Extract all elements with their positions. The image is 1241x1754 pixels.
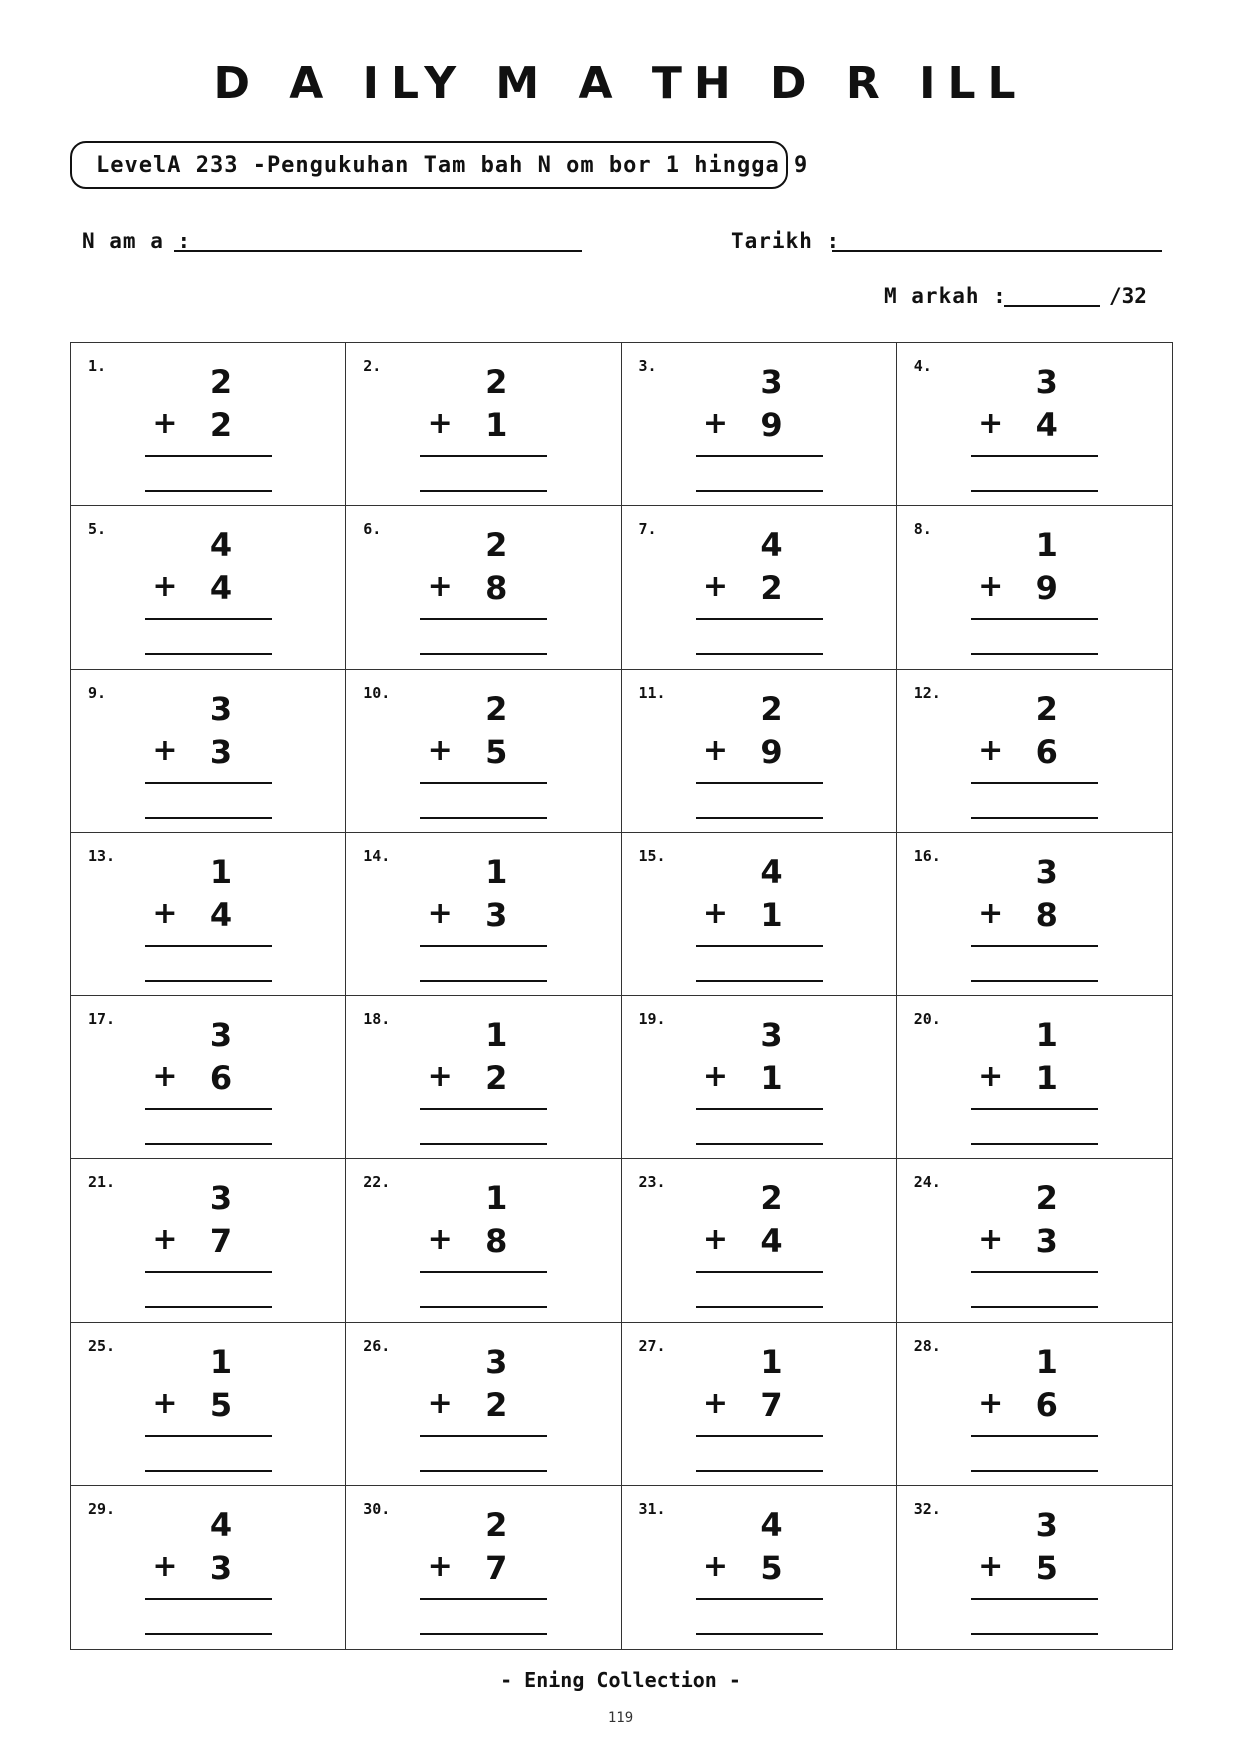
first-addend: 4 xyxy=(209,1505,233,1544)
answer-field[interactable] xyxy=(145,1470,272,1472)
problem-number: 28. xyxy=(913,1336,941,1355)
plus-sign: + xyxy=(152,732,178,768)
sum-line xyxy=(696,1435,823,1437)
problem-cell xyxy=(71,506,346,669)
second-addend: 7 xyxy=(209,1222,233,1261)
problem-number: 31. xyxy=(638,1499,666,1518)
answer-field[interactable] xyxy=(971,980,1098,982)
sum-line xyxy=(420,1271,547,1273)
problem-cell xyxy=(622,506,897,669)
problem-cell xyxy=(897,1323,1172,1486)
answer-field[interactable] xyxy=(971,1633,1098,1635)
sum-line xyxy=(696,618,823,620)
sum-line xyxy=(420,782,547,784)
problem-number: 29. xyxy=(88,1499,116,1518)
second-addend: 2 xyxy=(485,1059,508,1097)
problem-cell xyxy=(897,996,1172,1159)
problem-number: 4. xyxy=(913,357,932,375)
problem-number: 20. xyxy=(913,1010,941,1028)
plus-sign: + xyxy=(152,569,178,605)
plus-sign: + xyxy=(427,895,453,931)
problem-number: 26. xyxy=(363,1336,391,1355)
first-addend: 4 xyxy=(760,852,783,891)
second-addend: 2 xyxy=(760,569,783,608)
sum-line xyxy=(971,455,1098,457)
sum-line xyxy=(145,618,272,620)
answer-field[interactable] xyxy=(971,817,1098,819)
problem-number: 32. xyxy=(913,1499,941,1518)
sum-line xyxy=(145,1598,272,1600)
second-addend: 4 xyxy=(209,895,233,934)
sum-line xyxy=(696,1108,823,1110)
plus-sign: + xyxy=(978,895,1004,931)
problem-cell xyxy=(71,1159,346,1322)
problem-cell xyxy=(346,833,621,996)
problem-number: 19. xyxy=(638,1010,666,1028)
first-addend: 1 xyxy=(209,1342,233,1381)
plus-sign: + xyxy=(702,406,729,441)
plus-sign: + xyxy=(978,1385,1004,1421)
answer-field[interactable] xyxy=(145,1633,272,1635)
answer-field[interactable] xyxy=(971,1470,1098,1472)
plus-sign: + xyxy=(978,406,1004,441)
marks-field[interactable] xyxy=(1004,305,1100,307)
sum-line xyxy=(971,1271,1098,1273)
first-addend: 3 xyxy=(1035,1505,1058,1544)
level-description-box xyxy=(70,141,809,189)
problem-cell xyxy=(71,833,346,996)
first-addend: 3 xyxy=(1035,852,1058,891)
answer-field[interactable] xyxy=(145,1143,272,1145)
first-addend: 3 xyxy=(1035,363,1058,401)
answer-field[interactable] xyxy=(145,980,272,982)
first-addend: 2 xyxy=(485,689,508,728)
sum-line xyxy=(971,782,1098,784)
first-addend: 3 xyxy=(209,1016,233,1054)
problem-number: 27. xyxy=(638,1336,666,1355)
problem-number: 11. xyxy=(638,683,666,702)
plus-sign: + xyxy=(702,1059,729,1094)
second-addend: 4 xyxy=(760,1222,783,1261)
first-addend: 4 xyxy=(760,526,783,565)
second-addend: 5 xyxy=(760,1548,783,1587)
first-addend: 3 xyxy=(209,1179,233,1218)
answer-field[interactable] xyxy=(696,1470,823,1472)
plus-sign: + xyxy=(702,732,729,768)
plus-sign: + xyxy=(978,1548,1004,1584)
date-field[interactable] xyxy=(832,250,1162,252)
answer-field[interactable] xyxy=(696,817,823,819)
first-addend: 2 xyxy=(760,689,783,728)
second-addend: 3 xyxy=(1035,1222,1058,1261)
problem-number: 23. xyxy=(638,1173,666,1192)
sum-line xyxy=(145,1108,272,1110)
plus-sign: + xyxy=(427,569,453,605)
sum-line xyxy=(696,1598,823,1600)
second-addend: 4 xyxy=(209,569,233,608)
second-addend: 6 xyxy=(1035,732,1058,771)
problem-cell xyxy=(622,833,897,996)
second-addend: 4 xyxy=(1035,406,1058,444)
first-addend: 2 xyxy=(485,526,508,565)
second-addend: 1 xyxy=(760,1059,783,1097)
first-addend: 1 xyxy=(1035,526,1058,565)
problem-cell xyxy=(71,996,346,1159)
first-addend: 2 xyxy=(1035,689,1058,728)
answer-field[interactable] xyxy=(696,490,823,492)
second-addend: 6 xyxy=(209,1059,233,1097)
problem-number: 15. xyxy=(638,846,666,865)
first-addend: 2 xyxy=(485,1505,508,1544)
answer-field[interactable] xyxy=(696,653,823,655)
problem-cell xyxy=(346,1323,621,1486)
sum-line xyxy=(971,1598,1098,1600)
sum-line xyxy=(420,1108,547,1110)
plus-sign: + xyxy=(427,1222,453,1258)
plus-sign: + xyxy=(978,1222,1004,1258)
plus-sign: + xyxy=(152,1385,178,1421)
answer-field[interactable] xyxy=(145,490,272,492)
problem-number: 25. xyxy=(88,1336,116,1355)
plus-sign: + xyxy=(427,406,453,441)
answer-field[interactable] xyxy=(145,653,272,655)
sum-line xyxy=(145,1435,272,1437)
sum-line xyxy=(971,1108,1098,1110)
problem-grid xyxy=(70,342,1173,1650)
first-addend: 1 xyxy=(485,852,508,891)
sum-line xyxy=(145,1271,272,1273)
problem-number: 24. xyxy=(913,1173,941,1192)
first-addend: 1 xyxy=(760,1342,783,1381)
problem-cell xyxy=(622,1486,897,1649)
plus-sign: + xyxy=(702,895,729,931)
problem-number: 7. xyxy=(638,520,657,539)
first-addend: 3 xyxy=(760,1016,783,1054)
first-addend: 1 xyxy=(485,1016,508,1054)
sum-line xyxy=(420,1435,547,1437)
problem-cell xyxy=(897,670,1172,833)
problem-number: 21. xyxy=(88,1173,116,1192)
problem-cell xyxy=(71,1486,346,1649)
page-number: 119 xyxy=(607,1710,634,1726)
first-addend: 3 xyxy=(485,1342,508,1381)
problem-number: 30. xyxy=(363,1499,391,1518)
plus-sign: + xyxy=(152,1059,178,1094)
footer: - Ening Collection - xyxy=(500,1668,741,1692)
second-addend: 2 xyxy=(209,406,233,444)
problem-cell xyxy=(71,343,346,506)
problem-number: 16. xyxy=(913,846,941,865)
answer-field[interactable] xyxy=(696,1143,823,1145)
problem-number: 14. xyxy=(363,846,391,865)
second-addend: 1 xyxy=(1035,1059,1058,1097)
second-addend: 9 xyxy=(1035,569,1058,608)
second-addend: 8 xyxy=(485,569,508,608)
plus-sign: + xyxy=(702,1385,729,1421)
problem-cell xyxy=(897,833,1172,996)
problem-number: 18. xyxy=(363,1010,391,1028)
first-addend: 2 xyxy=(760,1179,783,1218)
plus-sign: + xyxy=(978,569,1004,605)
second-addend: 3 xyxy=(485,895,508,934)
answer-field[interactable] xyxy=(971,653,1098,655)
problem-number: 13. xyxy=(88,846,116,865)
level-description: LevelA 233 -Pengukuhan Tam bah N om bor 1 hingga 9 xyxy=(96,152,809,178)
answer-field[interactable] xyxy=(420,1470,547,1472)
problem-number: 10. xyxy=(363,683,391,702)
problem-cell xyxy=(897,506,1172,669)
second-addend: 9 xyxy=(760,406,783,444)
problem-cell xyxy=(346,506,621,669)
name-field[interactable] xyxy=(174,250,582,252)
problem-cell xyxy=(346,1159,621,1322)
first-addend: 1 xyxy=(1035,1016,1058,1054)
answer-field[interactable] xyxy=(145,817,272,819)
sum-line xyxy=(145,945,272,947)
first-addend: 4 xyxy=(760,1505,783,1544)
first-addend: 2 xyxy=(485,363,508,401)
plus-sign: + xyxy=(427,732,453,768)
answer-field[interactable] xyxy=(971,1143,1098,1145)
sum-line xyxy=(696,782,823,784)
answer-field[interactable] xyxy=(420,1633,547,1635)
marks-label: M arkah : xyxy=(884,284,1007,308)
problem-number: 17. xyxy=(88,1010,116,1028)
first-addend: 1 xyxy=(1035,1342,1058,1381)
sum-line xyxy=(971,618,1098,620)
problem-cell xyxy=(622,670,897,833)
problem-cell xyxy=(346,1486,621,1649)
plus-sign: + xyxy=(702,1548,729,1584)
page-title: D A ILY M A TH D R ILL xyxy=(213,58,1028,109)
plus-sign: + xyxy=(152,895,178,931)
plus-sign: + xyxy=(427,1059,453,1094)
problem-cell xyxy=(622,343,897,506)
plus-sign: + xyxy=(152,406,178,441)
problem-cell xyxy=(346,670,621,833)
second-addend: 1 xyxy=(485,406,508,444)
problem-cell xyxy=(622,996,897,1159)
first-addend: 3 xyxy=(760,363,783,401)
problem-number: 6. xyxy=(363,520,382,539)
answer-field[interactable] xyxy=(420,653,547,655)
date-label: Tarikh : xyxy=(731,229,841,253)
sum-line xyxy=(420,455,547,457)
plus-sign: + xyxy=(702,569,729,605)
answer-field[interactable] xyxy=(971,1306,1098,1308)
problem-cell xyxy=(897,343,1172,506)
plus-sign: + xyxy=(427,1385,453,1421)
sum-line xyxy=(696,1271,823,1273)
problem-cell xyxy=(71,670,346,833)
second-addend: 5 xyxy=(1035,1548,1058,1587)
answer-field[interactable] xyxy=(420,817,547,819)
second-addend: 5 xyxy=(485,732,508,771)
problem-number: 9. xyxy=(88,683,107,702)
plus-sign: + xyxy=(978,732,1004,768)
problem-cell xyxy=(346,343,621,506)
answer-field[interactable] xyxy=(696,980,823,982)
answer-field[interactable] xyxy=(420,1306,547,1308)
problem-cell xyxy=(897,1486,1172,1649)
problem-cell xyxy=(897,1159,1172,1322)
plus-sign: + xyxy=(152,1548,178,1584)
problem-number: 22. xyxy=(363,1173,391,1192)
problem-number: 3. xyxy=(638,357,657,375)
problem-cell xyxy=(622,1323,897,1486)
second-addend: 9 xyxy=(760,732,783,771)
problem-number: 5. xyxy=(88,520,107,539)
first-addend: 2 xyxy=(209,363,233,401)
first-addend: 3 xyxy=(209,689,233,728)
second-addend: 6 xyxy=(1035,1385,1058,1424)
answer-field[interactable] xyxy=(420,980,547,982)
first-addend: 2 xyxy=(1035,1179,1058,1218)
problem-cell xyxy=(622,1159,897,1322)
plus-sign: + xyxy=(152,1222,178,1258)
answer-field[interactable] xyxy=(696,1633,823,1635)
first-addend: 1 xyxy=(209,852,233,891)
sum-line xyxy=(971,945,1098,947)
second-addend: 8 xyxy=(1035,895,1058,934)
sum-line xyxy=(420,618,547,620)
second-addend: 7 xyxy=(760,1385,783,1424)
answer-field[interactable] xyxy=(696,1306,823,1308)
plus-sign: + xyxy=(978,1059,1004,1094)
problem-cell xyxy=(346,996,621,1159)
sum-line xyxy=(696,455,823,457)
problem-number: 1. xyxy=(88,357,107,375)
answer-field[interactable] xyxy=(420,490,547,492)
second-addend: 3 xyxy=(209,1548,233,1587)
sum-line xyxy=(145,455,272,457)
marks-total: /32 xyxy=(1109,284,1147,308)
second-addend: 3 xyxy=(209,732,233,771)
first-addend: 4 xyxy=(209,526,233,565)
problem-number: 8. xyxy=(913,520,932,539)
name-label: N am a : xyxy=(82,229,192,253)
plus-sign: + xyxy=(427,1548,453,1584)
second-addend: 2 xyxy=(485,1385,508,1424)
answer-field[interactable] xyxy=(971,490,1098,492)
second-addend: 8 xyxy=(485,1222,508,1261)
sum-line xyxy=(420,945,547,947)
second-addend: 7 xyxy=(485,1548,508,1587)
sum-line xyxy=(971,1435,1098,1437)
sum-line xyxy=(420,1598,547,1600)
sum-line xyxy=(145,782,272,784)
answer-field[interactable] xyxy=(420,1143,547,1145)
first-addend: 1 xyxy=(485,1179,508,1218)
problem-cell xyxy=(71,1323,346,1486)
problem-number: 12. xyxy=(913,683,941,702)
sum-line xyxy=(696,945,823,947)
problem-number: 2. xyxy=(363,357,382,375)
plus-sign: + xyxy=(702,1222,729,1258)
second-addend: 5 xyxy=(209,1385,233,1424)
second-addend: 1 xyxy=(760,895,783,934)
answer-field[interactable] xyxy=(145,1306,272,1308)
